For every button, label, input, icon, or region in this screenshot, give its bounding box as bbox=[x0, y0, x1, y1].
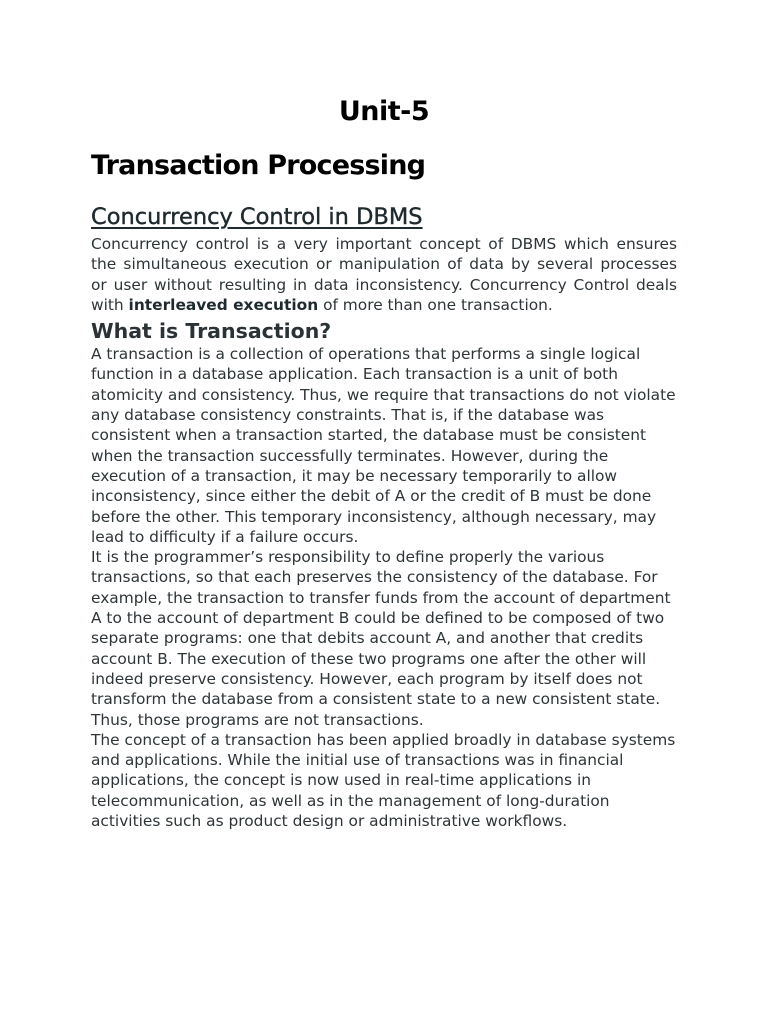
concurrency-heading: Concurrency Control in DBMS bbox=[91, 204, 423, 230]
interleaved-execution-emphasis: interleaved execution bbox=[128, 295, 319, 314]
document-body bbox=[91, 203, 677, 831]
section-title: Transaction Processing bbox=[91, 150, 426, 181]
concurrency-paragraph-start: Concurrency control is a very important concept of DBMS which ensures the simultaneous execution or manipulation of data by several processes or user without resulting in data inconsistency. Concurrency Control deals with bbox=[91, 235, 677, 314]
transaction-paragraph-applications: The concept of a transaction has been applied broadly in database systems and applications. While the initial use of transactions was in financial applications, the concept is now used in real-time applications in telecommunication, as well as in the management of long-duration activities such as product design or administrative workflows. bbox=[91, 730, 676, 831]
transaction-paragraph-definition: A transaction is a collection of operations that performs a single logical function in a database application. Each transaction is a unit of both atomicity and consistency. Thus, we require that transactions do not violate any database consistency constraints. That is, if the database was consistent when a transaction started, the database must be consistent when the transaction successfully terminates. However, during the execution of a transaction, it may be necessary temporarily to allow inconsistency, since either the debit of A or the credit of B must be done before the other. This temporary inconsistency, although necessary, may lead to difficulty if a failure occurs. bbox=[91, 345, 676, 546]
concurrency-paragraph bbox=[91, 234, 677, 315]
transaction-heading: What is Transaction? bbox=[91, 319, 332, 344]
transaction-paragraph-programmer: It is the programmer’s responsibility to define properly the various transactions, so that each preserves the consistency of the database. For example, the transaction to transfer funds from the account of department A to the account of department B could be defined to be composed of two separate programs: one that debits account A, and another that credits account B. The execution of these two programs one after the other will indeed preserve consistency. However, each program by itself does not transform the database from a consistent state to a new consistent state. Thus, those programs are not transactions. bbox=[91, 548, 671, 729]
unit-title: Unit-5 bbox=[338, 96, 430, 127]
concurrency-paragraph-end: of more than one transaction. bbox=[318, 295, 553, 314]
